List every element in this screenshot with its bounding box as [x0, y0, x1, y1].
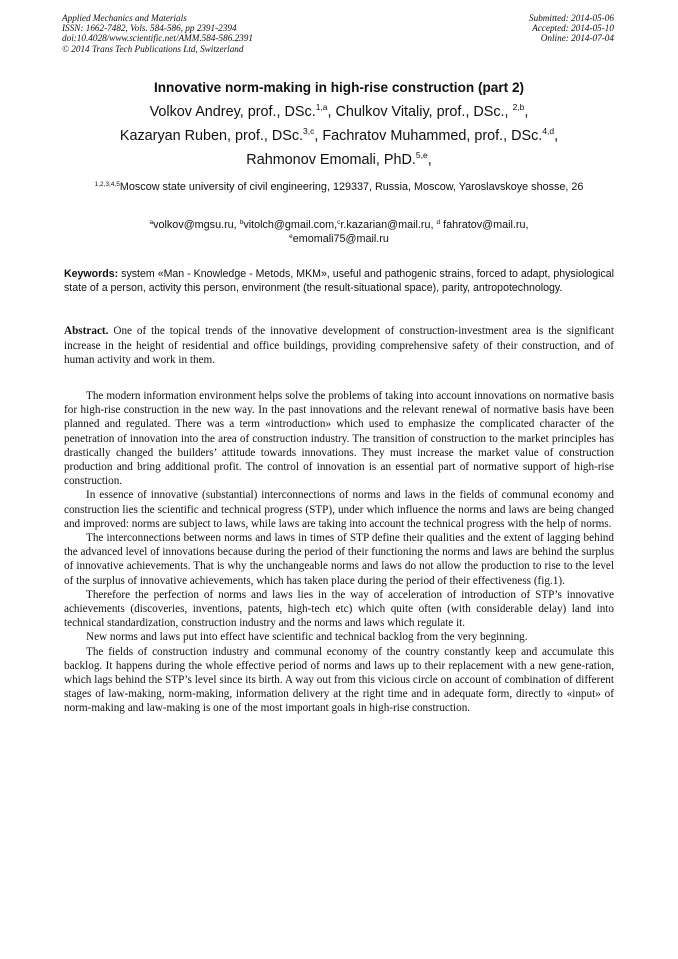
email-sup: c — [337, 219, 341, 226]
email-sup: a — [149, 219, 154, 226]
author-sup: 2,b — [512, 102, 525, 112]
keywords-text: system «Man - Knowledge - Metods, MKM», useful and pathogenic strains, forced to adapt, physiological state of a person, activity this person, environment (the result-situational space), parity, antropotechnology. — [64, 268, 614, 295]
author-line-2: Kazaryan Ruben, prof., DSc.$^{3,c}$, Fachratov Muhammed, prof., DSc.$^{4,d}$, — [119, 126, 559, 144]
abstract-block — [64, 324, 614, 368]
email-link[interactable]: fahratov@mail.ru, — [443, 219, 529, 231]
date-online: Online: 2014-07-04 — [540, 33, 614, 44]
keywords-label: Keywords: — [64, 268, 119, 280]
email-link[interactable]: vitolch@gmail.com, — [243, 219, 338, 231]
email-link[interactable]: r.kazarian@mail.ru, — [340, 219, 434, 231]
date-accepted: Accepted: 2014-05-10 — [532, 23, 614, 34]
author-name: Fachratov Muhammed, prof., DSc. — [322, 128, 543, 144]
author-sup: 4,d — [542, 126, 555, 136]
affiliation-text: Moscow state university of civil engineering, 129337, Russia, Moscow, Yaroslavskoye shosse, 26 — [119, 181, 584, 193]
date-submitted: Submitted: 2014-05-06 — [529, 13, 614, 23]
email-link[interactable]: emomali75@mail.ru — [292, 233, 389, 245]
body-paragraph: In essence of innovative (substantial) interconnections of norms and laws in the fields of communal economy and construction lies the scientific and technical progress (STP), under which influence the norms and laws are being changed and improved: norms are subject to laws, while laws are taking into account the technical progress with the help of norms. — [64, 489, 614, 530]
body-text — [64, 389, 614, 716]
email-link[interactable]: volkov@mgsu.ru, — [153, 219, 237, 231]
body-paragraph: New norms and laws put into effect have scientific and technical backlog from the very beginning. — [86, 631, 528, 644]
body-paragraph: The modern information environment helps solve the problems of taking into account innovations on normative basis for high-rise construction in the new way. In the past innovations and the relevant renewal of normative basis have been planned and regulated. There was a term «introduction» which used to emphasize the complicated character of the penetration of innovation into the area of construction industry. The transition of construction to the market principles has drastically changed the builders’ attitude towards innovations. They must increase the market value of construction production and bring additional profit. The control of innovation is an essential part of normative support of high-rise construction. — [64, 390, 614, 488]
paper-title: Innovative norm-making in high-rise construction (part 2) — [153, 80, 525, 95]
publication-dates — [529, 13, 614, 44]
journal-copyright: © 2014 Trans Tech Publications Ltd, Switzerland — [62, 43, 244, 54]
author-sup: 1,a — [315, 102, 328, 112]
author-name: Kazaryan Ruben, prof., DSc. — [119, 128, 304, 144]
journal-doi: doi:10.4028/www.scientific.net/AMM.584-586.2391 — [62, 33, 253, 44]
journal-name: Applied Mechanics and Materials — [62, 13, 187, 23]
journal-issn: ISSN: 1662-7482, Vols. 584-586, pp 2391-2394 — [62, 23, 237, 34]
email-list — [70, 218, 608, 246]
abstract-label: Abstract. — [64, 325, 109, 337]
email-sup: b — [239, 219, 244, 226]
author-sup: 3,c — [303, 126, 315, 136]
email-sup: d — [436, 219, 441, 226]
body-paragraph: Therefore the perfection of norms and laws lies in the way of acceleration of introduction of STP’s innovative achievements (discoveries, inventions, patents, high-tech etc) which quite often (with considerable delay) land into technical standardization, construction industry and the norms and laws which regulate it. — [64, 588, 614, 630]
author-name: Rahmonov Emomali, PhD. — [246, 152, 416, 168]
author-name: Chulkov Vitaliy, prof., DSc., — [335, 104, 509, 120]
body-paragraph: The fields of construction industry and communal economy of the country constantly keep and accumulate this backlog. It happens during the whole effective period of norms and laws up to their replacement with a new gene-ration, which lags behind the STP’s level since its birth. A way out from this vicious circle on account of combination of different stages of law-making, norm-making, information delivery at the right time and in adequate form, directly to «input» of norm-making and law-making is one of the most important goals in high-rise construction. — [64, 645, 614, 715]
author-line-3: Rahmonov Emomali, PhD.$^{5,e}$, — [246, 150, 432, 168]
affiliation — [70, 180, 608, 196]
author-line-1: Volkov Andrey, prof., DSc.$^{1,a}$, Chulkov Vitaliy, prof., DSc., $^{2,b}$, — [149, 102, 529, 120]
email-sup: e — [289, 233, 293, 240]
body-paragraph: The interconnections between norms and laws in times of STP define their qualities and the extent of lagging behind the advanced level of innovations because during the period of their functioning the norms and laws are behind the surplus of innovative achievements. That is why the unchangeable norms and laws do not allow the production to rise to the level of the surplus of innovative achievements, which has taken place during the period of their effectiveness (fig.1). — [64, 532, 614, 587]
abstract-text: One of the topical trends of the innovative development of construction-investment area is the significant increase in the height of residential and office buildings, providing comprehensive safety of their construction, and of human activity and work in them. — [64, 325, 615, 367]
author-name: Volkov Andrey, prof., DSc. — [149, 104, 316, 120]
keywords-block — [64, 267, 614, 296]
author-list — [60, 100, 618, 172]
affiliation-sup: 1,2,3,4,5 — [94, 181, 120, 188]
author-sup: 5,e — [415, 150, 428, 160]
journal-info — [62, 13, 253, 54]
